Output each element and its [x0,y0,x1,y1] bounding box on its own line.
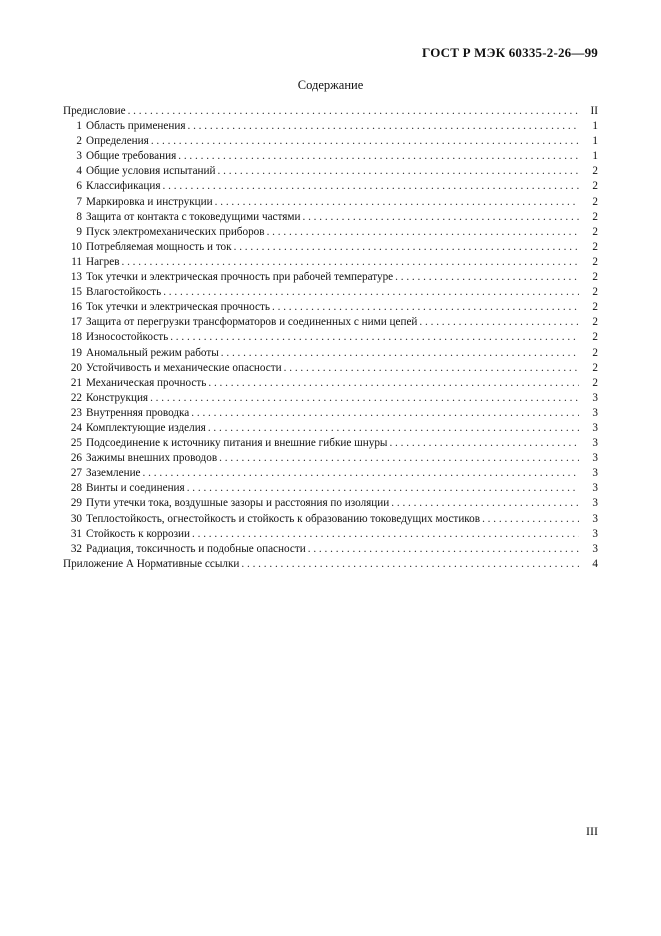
toc-entry-page: 2 [592,346,598,359]
toc-entry-title: Устойчивость и механические опасности [86,361,282,374]
table-of-contents [63,104,598,572]
toc-dot-leader [232,240,579,255]
toc-entry-number: 17 [70,316,82,329]
toc-entry-page: 2 [592,361,598,374]
toc-entry-page: 2 [592,301,598,314]
toc-dot-leader [185,119,579,134]
toc-entry-title: Общие условия испытаний [86,165,216,178]
toc-entry-number: 15 [70,286,82,299]
toc-dot-leader [239,557,579,572]
toc-entry-page: 3 [592,512,598,525]
toc-entry-title: Заземление [86,467,141,480]
toc-entry-number: 24 [70,421,82,434]
toc-dot-leader [176,149,579,164]
toc-entry-title: Подсоединение к источнику питания и внешние гибкие шнуры [86,437,388,450]
toc-dot-leader [306,542,579,557]
toc-entry [63,512,598,527]
toc-entry [63,330,598,345]
toc-entry [63,164,598,179]
toc-dot-leader [393,270,579,285]
toc-entry [63,179,598,194]
toc-entry-title: Потребляемая мощность и ток [86,240,232,253]
toc-entry-number: 4 [76,165,82,178]
toc-dot-leader [213,195,579,210]
toc-entry [63,391,598,406]
toc-entry-page: 2 [592,271,598,284]
toc-dot-leader [219,346,579,361]
toc-entry-title: Приложение А Нормативные ссылки [63,557,240,570]
toc-entry-page: 1 [592,135,598,148]
toc-entry [63,406,598,421]
toc-entry [63,210,598,225]
toc-entry-page: 3 [592,467,598,480]
toc-entry-title: Маркировка и инструкции [86,195,213,208]
toc-entry [63,542,598,557]
toc-entry-page: 2 [592,376,598,389]
toc-entry-page: II [590,105,598,117]
toc-entry-title: Механическая прочность [86,376,207,389]
toc-entry [63,270,598,285]
toc-entry [63,149,598,164]
toc-entry-title: Классификация [86,180,161,193]
page-title: Содержание [297,78,364,92]
toc-entry-number: 28 [70,482,82,495]
toc-entry-title: Теплостойкость, огнестойкость и стойкость к образованию токоведущих мостиков [86,512,481,525]
toc-entry-page: 3 [592,452,598,465]
toc-dot-leader [389,496,579,511]
toc-entry-title: Защита от контакта с токоведущими частями [86,210,301,223]
toc-dot-leader [417,315,579,330]
toc-entry [63,134,598,149]
toc-entry-page: 2 [592,286,598,299]
toc-entry-number: 1 [76,120,82,133]
toc-entry-title: Пуск электромеханических приборов [86,225,265,238]
toc-entry [63,255,598,270]
toc-entry-page: 2 [592,255,598,268]
toc-entry-number: 3 [76,150,82,163]
toc-entry-number: 31 [70,527,82,540]
toc-entry-number: 9 [76,225,82,238]
toc-dot-leader [206,376,579,391]
toc-entry [63,436,598,451]
toc-dot-leader [282,361,579,376]
toc-dot-leader [387,436,579,451]
toc-entry-number: 2 [76,135,82,148]
toc-entry-number: 8 [76,210,82,223]
toc-entry-page: 2 [592,316,598,329]
toc-entry-title: Ток утечки и электрическая прочность при рабочей температуре [86,271,394,284]
toc-entry-title: Конструкция [86,391,149,404]
toc-entry [63,346,598,361]
toc-entry-title: Область применения [86,120,186,133]
toc-entry-title: Защита от перегрузки трансформаторов и соединенных с ними цепей [86,316,418,329]
toc-dot-leader [480,512,579,527]
toc-dot-leader [265,225,579,240]
toc-entry-title: Пути утечки тока, воздушные зазоры и расстояния по изоляции [86,497,390,510]
toc-entry [63,421,598,436]
toc-entry-number: 27 [70,467,82,480]
toc-dot-leader [149,134,579,149]
toc-entry-title: Износостойкость [86,331,169,344]
toc-dot-leader [141,466,579,481]
toc-entry-page: 3 [592,527,598,540]
toc-entry-title: Внутренняя проводка [86,406,190,419]
toc-entry-page: 3 [592,497,598,510]
toc-dot-leader [185,481,579,496]
toc-entry-title: Общие требования [86,150,177,163]
toc-entry-number: 23 [70,406,82,419]
toc-entry [63,240,598,255]
toc-entry [63,557,598,572]
toc-entry-title: Влагостойкость [86,286,162,299]
toc-entry-number: 10 [70,240,82,253]
toc-entry-title: Радиация, токсичность и подобные опасности [86,542,306,555]
toc-entry-page: 2 [592,165,598,178]
toc-entry-number: 29 [70,497,82,510]
toc-entry [63,451,598,466]
toc-entry-page: 2 [592,225,598,238]
toc-entry-number: 30 [70,512,82,525]
toc-dot-leader [161,179,579,194]
toc-entry [63,466,598,481]
toc-dot-leader [216,164,580,179]
toc-entry-page: 2 [592,180,598,193]
toc-dot-leader [168,330,579,345]
toc-entry-title: Ток утечки и электрическая прочность [86,301,270,314]
toc-entry-number: 18 [70,331,82,344]
toc-entry-page: 2 [592,195,598,208]
toc-dot-leader [217,451,579,466]
standard-header: ГОСТ Р МЭК 60335-2-26—99 [422,45,598,60]
toc-entry-page: 3 [592,542,598,555]
toc-entry-number: 16 [70,301,82,314]
toc-entry-number: 32 [70,542,82,555]
toc-entry [63,119,598,134]
toc-entry-page: 3 [592,391,598,404]
toc-entry-number: 6 [76,180,82,193]
toc-entry-title: Стойкость к коррозии [86,527,190,540]
toc-entry-page: 1 [592,120,598,133]
toc-dot-leader [300,210,579,225]
toc-entry-page: 3 [592,437,598,450]
toc-entry-title: Комплектующие изделия [86,421,206,434]
toc-entry-number: 26 [70,452,82,465]
toc-entry-title: Зажимы внешних проводов [86,452,218,465]
toc-dot-leader [119,255,579,270]
toc-entry-number: 25 [70,437,82,450]
toc-entry-title: Нагрев [86,255,120,268]
toc-entry [63,104,598,119]
toc-dot-leader [190,527,579,542]
toc-entry-page: 3 [592,421,598,434]
toc-entry-page: 3 [592,482,598,495]
toc-entry-title: Определения [86,135,149,148]
toc-entry-number: 13 [70,271,82,284]
toc-dot-leader [189,406,579,421]
toc-entry [63,315,598,330]
toc-dot-leader [270,300,579,315]
page-number: III [586,824,598,838]
toc-entry-page: 4 [592,557,598,570]
toc-dot-leader [126,104,579,119]
toc-entry-page: 2 [592,240,598,253]
toc-entry-number: 22 [70,391,82,404]
toc-entry [63,285,598,300]
toc-entry-number: 19 [70,346,82,359]
toc-entry [63,361,598,376]
toc-entry-page: 3 [592,406,598,419]
toc-dot-leader [161,285,579,300]
toc-dot-leader [206,421,579,436]
toc-entry-number: 7 [76,195,82,208]
toc-entry-page: 2 [592,210,598,223]
toc-entry [63,481,598,496]
toc-entry [63,376,598,391]
toc-entry [63,300,598,315]
toc-entry [63,527,598,542]
toc-entry-number: 20 [70,361,82,374]
toc-entry-number: 11 [71,255,82,268]
toc-entry [63,496,598,511]
toc-entry-title: Винты и соединения [86,482,185,495]
toc-entry-title: Предисловие [63,105,126,117]
toc-entry-title: Аномальный режим работы [86,346,219,359]
toc-entry [63,225,598,240]
toc-entry-number: 21 [70,376,82,389]
toc-entry-page: 1 [592,150,598,163]
toc-entry-page: 2 [592,331,598,344]
toc-dot-leader [148,391,579,406]
toc-entry [63,195,598,210]
